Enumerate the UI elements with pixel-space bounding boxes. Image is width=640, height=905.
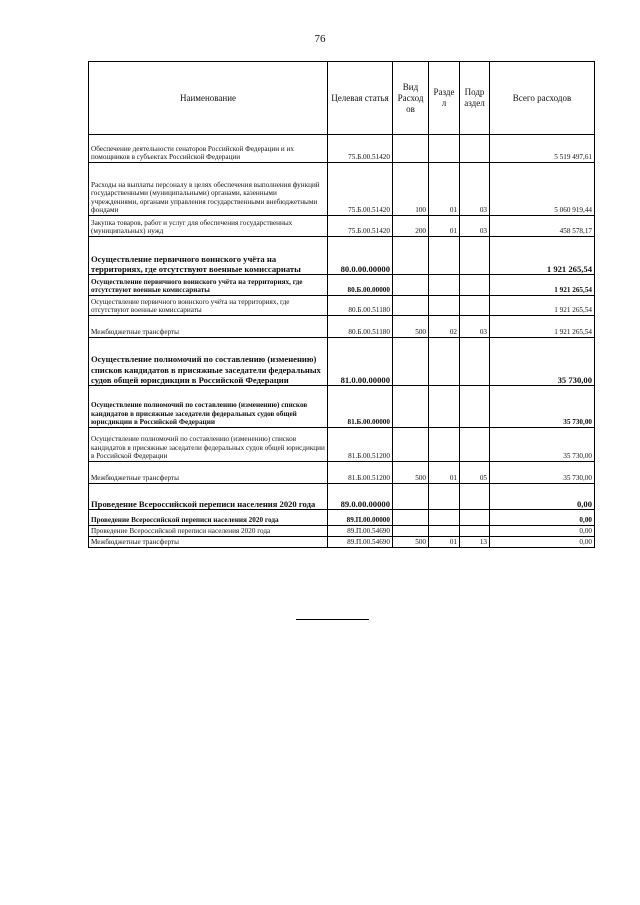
row-section-cell: 02 bbox=[429, 316, 460, 338]
row-subsection-cell: 03 bbox=[460, 163, 490, 216]
row-section-cell bbox=[429, 296, 460, 316]
row-expense-type-cell: 100 bbox=[393, 163, 429, 216]
row-section-cell: 01 bbox=[429, 537, 460, 548]
row-target-article-cell: 80.Б.00.51180 bbox=[328, 316, 393, 338]
row-name-cell: Обеспечение деятельности сенаторов Российской Федерации и их помощников в субъектах Российской Федерации bbox=[89, 135, 328, 163]
table-row bbox=[89, 275, 595, 296]
row-expense-type-cell: 500 bbox=[393, 537, 429, 548]
row-section-cell bbox=[429, 510, 460, 526]
header-section: Разде л bbox=[429, 62, 460, 135]
row-name-cell: Осуществление полномочий по составлению (изменению) списков кандидатов в присяжные заседатели федеральных судов общей юрисдикции в Российской Федерации bbox=[89, 428, 328, 462]
row-subsection-cell bbox=[460, 135, 490, 163]
table-row bbox=[89, 537, 595, 548]
row-total-cell: 1 921 265,54 bbox=[490, 316, 595, 338]
row-expense-type-cell bbox=[393, 237, 429, 275]
row-name-cell: Осуществление полномочий по составлению (изменению) списков кандидатов в присяжные заседатели федеральных судов общей юрисдикции в Российской Федерации bbox=[89, 386, 328, 428]
row-subsection-cell bbox=[460, 237, 490, 275]
row-subsection-cell bbox=[460, 484, 490, 510]
row-section-cell bbox=[429, 135, 460, 163]
row-total-cell: 458 578,17 bbox=[490, 216, 595, 237]
table-row bbox=[89, 462, 595, 484]
row-expense-type-cell bbox=[393, 510, 429, 526]
table-row bbox=[89, 428, 595, 462]
header-total: Всего расходов bbox=[490, 62, 595, 135]
row-expense-type-cell bbox=[393, 526, 429, 537]
expenditure-table bbox=[88, 61, 595, 548]
row-expense-type-cell: 500 bbox=[393, 462, 429, 484]
row-subsection-cell: 03 bbox=[460, 316, 490, 338]
row-total-cell: 35 730,00 bbox=[490, 338, 595, 386]
row-total-cell: 0,00 bbox=[490, 484, 595, 510]
table-row bbox=[89, 526, 595, 537]
table-row bbox=[89, 237, 595, 275]
row-section-cell bbox=[429, 237, 460, 275]
row-total-cell: 0,00 bbox=[490, 526, 595, 537]
row-name-cell: Осуществление первичного воинского учёта на территориях, где отсутствуют военные комиссариаты bbox=[89, 237, 328, 275]
row-target-article-cell: 89.П.00.00000 bbox=[328, 510, 393, 526]
page-number: 76 bbox=[314, 33, 326, 45]
row-total-cell: 0,00 bbox=[490, 537, 595, 548]
row-total-cell: 35 730,00 bbox=[490, 428, 595, 462]
row-total-cell: 1 921 265,54 bbox=[490, 237, 595, 275]
row-section-cell bbox=[429, 338, 460, 386]
row-target-article-cell: 80.Б.00.51180 bbox=[328, 296, 393, 316]
row-name-cell: Осуществление первичного воинского учёта на территориях, где отсутствуют военные комиссариаты bbox=[89, 296, 328, 316]
row-subsection-cell bbox=[460, 386, 490, 428]
row-name-cell: Межбюджетные трансферты bbox=[89, 537, 328, 548]
table-row bbox=[89, 386, 595, 428]
row-subsection-cell: 05 bbox=[460, 462, 490, 484]
row-section-cell: 01 bbox=[429, 462, 460, 484]
table-row bbox=[89, 484, 595, 510]
row-target-article-cell: 89.0.00.00000 bbox=[328, 484, 393, 510]
row-expense-type-cell bbox=[393, 135, 429, 163]
row-name-cell: Межбюджетные трансферты bbox=[89, 462, 328, 484]
table-body bbox=[89, 135, 595, 548]
row-name-cell: Закупка товаров, работ и услуг для обеспечения государственных (муниципальных) нужд bbox=[89, 216, 328, 237]
row-target-article-cell: 89.П.00.54690 bbox=[328, 537, 393, 548]
row-target-article-cell: 80.0.00.00000 bbox=[328, 237, 393, 275]
row-total-cell: 35 730,00 bbox=[490, 462, 595, 484]
row-name-cell: Межбюджетные трансферты bbox=[89, 316, 328, 338]
table-row bbox=[89, 296, 595, 316]
row-name-cell: Проведение Всероссийской переписи населения 2020 года bbox=[89, 484, 328, 510]
row-subsection-cell bbox=[460, 275, 490, 296]
row-section-cell bbox=[429, 484, 460, 510]
row-target-article-cell: 75.Б.00.51420 bbox=[328, 163, 393, 216]
row-name-cell: Проведение Всероссийской переписи населения 2020 года bbox=[89, 526, 328, 537]
header-name: Наименование bbox=[89, 62, 328, 135]
row-expense-type-cell bbox=[393, 275, 429, 296]
row-total-cell: 5 519 497,61 bbox=[490, 135, 595, 163]
row-expense-type-cell: 500 bbox=[393, 316, 429, 338]
table-row bbox=[89, 216, 595, 237]
row-total-cell: 1 921 265,54 bbox=[490, 275, 595, 296]
row-target-article-cell: 75.Б.00.51420 bbox=[328, 135, 393, 163]
row-expense-type-cell bbox=[393, 484, 429, 510]
row-expense-type-cell bbox=[393, 428, 429, 462]
footer-divider bbox=[296, 619, 369, 620]
row-total-cell: 35 730,00 bbox=[490, 386, 595, 428]
row-target-article-cell: 89.П.00.54690 bbox=[328, 526, 393, 537]
row-subsection-cell bbox=[460, 428, 490, 462]
row-expense-type-cell bbox=[393, 386, 429, 428]
table-row bbox=[89, 510, 595, 526]
row-section-cell: 01 bbox=[429, 216, 460, 237]
table-row bbox=[89, 135, 595, 163]
row-section-cell bbox=[429, 526, 460, 537]
row-total-cell: 1 921 265,54 bbox=[490, 296, 595, 316]
row-section-cell: 01 bbox=[429, 163, 460, 216]
row-name-cell: Осуществление полномочий по составлению (изменению) списков кандидатов в присяжные заседатели федеральных судов общей юрисдикции в Российской Федерации bbox=[89, 338, 328, 386]
row-target-article-cell: 81.Б.00.51200 bbox=[328, 428, 393, 462]
row-subsection-cell bbox=[460, 526, 490, 537]
table-row bbox=[89, 338, 595, 386]
row-target-article-cell: 81.Б.00.51200 bbox=[328, 462, 393, 484]
header-row bbox=[89, 62, 595, 135]
header-target-article: Целевая статья bbox=[328, 62, 393, 135]
row-subsection-cell: 13 bbox=[460, 537, 490, 548]
row-subsection-cell: 03 bbox=[460, 216, 490, 237]
row-subsection-cell bbox=[460, 510, 490, 526]
header-expense-type: Вид Расход ов bbox=[393, 62, 429, 135]
row-expense-type-cell: 200 bbox=[393, 216, 429, 237]
row-target-article-cell: 80.Б.00.00000 bbox=[328, 275, 393, 296]
row-subsection-cell bbox=[460, 338, 490, 386]
row-target-article-cell: 75.Б.00.51420 bbox=[328, 216, 393, 237]
row-section-cell bbox=[429, 428, 460, 462]
row-name-cell: Расходы на выплаты персоналу в целях обеспечения выполнения функций государственными (муниципальными) органами, казенными учреждениями, органами управления государственными внебюджетными фондами bbox=[89, 163, 328, 216]
row-expense-type-cell bbox=[393, 296, 429, 316]
row-section-cell bbox=[429, 275, 460, 296]
row-name-cell: Проведение Всероссийской переписи населения 2020 года bbox=[89, 510, 328, 526]
row-expense-type-cell bbox=[393, 338, 429, 386]
row-subsection-cell bbox=[460, 296, 490, 316]
row-target-article-cell: 81.0.00.00000 bbox=[328, 338, 393, 386]
row-total-cell: 0,00 bbox=[490, 510, 595, 526]
row-name-cell: Осуществление первичного воинского учёта на территориях, где отсутствуют военные комиссариаты bbox=[89, 275, 328, 296]
table-row bbox=[89, 316, 595, 338]
row-section-cell bbox=[429, 386, 460, 428]
row-target-article-cell: 81.Б.00.00000 bbox=[328, 386, 393, 428]
header-subsection: Подр аздел bbox=[460, 62, 490, 135]
table-row bbox=[89, 163, 595, 216]
row-total-cell: 5 060 919,44 bbox=[490, 163, 595, 216]
